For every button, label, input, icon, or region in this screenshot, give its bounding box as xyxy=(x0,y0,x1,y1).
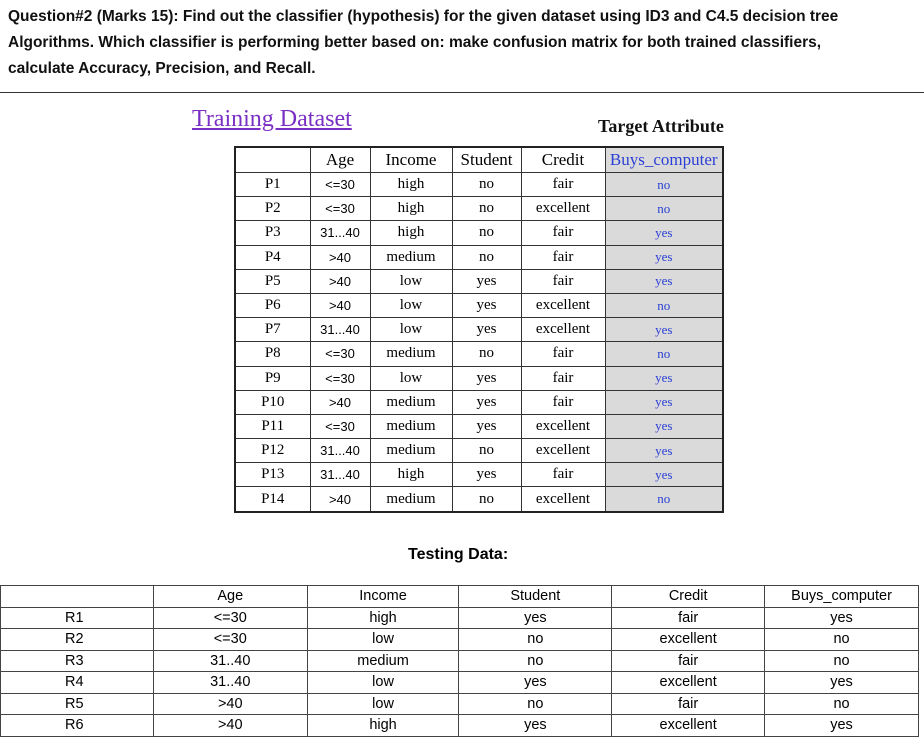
table-cell: medium xyxy=(370,487,452,512)
table-cell: P4 xyxy=(235,245,310,269)
table-cell: P3 xyxy=(235,221,310,245)
table-cell: yes xyxy=(605,245,723,269)
testing-data-title: Testing Data: xyxy=(408,546,509,563)
table-cell: no xyxy=(452,197,521,221)
question-line-3: calculate Accuracy, Precision, and Recall. xyxy=(8,60,316,77)
table-cell: yes xyxy=(765,672,919,694)
table-cell: R2 xyxy=(1,629,154,651)
table-cell: >40 xyxy=(310,293,370,317)
table-cell: high xyxy=(307,715,459,737)
table-cell: <=30 xyxy=(310,366,370,390)
table-cell: yes xyxy=(459,672,612,694)
table-cell: >40 xyxy=(153,715,307,737)
table-cell: fair xyxy=(521,269,605,293)
table-cell: no xyxy=(605,342,723,366)
table-cell: no xyxy=(459,629,612,651)
table-cell: no xyxy=(452,487,521,512)
table-cell: P12 xyxy=(235,439,310,463)
table-cell: P8 xyxy=(235,342,310,366)
table-cell: <=30 xyxy=(310,342,370,366)
table-row xyxy=(235,318,723,342)
training-header-income: Income xyxy=(370,147,452,173)
table-row xyxy=(1,629,919,651)
table-cell: high xyxy=(370,221,452,245)
table-cell: P1 xyxy=(235,173,310,197)
table-cell: <=30 xyxy=(310,173,370,197)
table-cell: medium xyxy=(370,342,452,366)
table-cell: P11 xyxy=(235,414,310,438)
table-cell: yes xyxy=(605,463,723,487)
table-cell: no xyxy=(459,650,612,672)
table-row xyxy=(235,390,723,414)
table-cell: P6 xyxy=(235,293,310,317)
table-cell: yes xyxy=(605,439,723,463)
training-header-buys-computer: Buys_computer xyxy=(605,147,723,173)
table-cell: R6 xyxy=(1,715,154,737)
table-cell: <=30 xyxy=(153,607,307,629)
training-header-age: Age xyxy=(310,147,370,173)
table-cell: low xyxy=(307,693,459,715)
table-row xyxy=(235,221,723,245)
table-cell: 31..40 xyxy=(153,672,307,694)
question-text xyxy=(8,4,908,82)
table-cell: yes xyxy=(459,715,612,737)
table-row xyxy=(235,463,723,487)
table-cell: 31...40 xyxy=(310,439,370,463)
table-cell: medium xyxy=(307,650,459,672)
table-cell: R4 xyxy=(1,672,154,694)
table-row xyxy=(235,197,723,221)
testing-table xyxy=(0,585,919,737)
table-cell: P5 xyxy=(235,269,310,293)
table-cell: >40 xyxy=(153,693,307,715)
table-cell: no xyxy=(605,293,723,317)
table-row xyxy=(1,715,919,737)
table-row xyxy=(235,269,723,293)
table-cell: yes xyxy=(605,414,723,438)
training-header-blank xyxy=(235,147,310,173)
table-cell: low xyxy=(307,672,459,694)
table-cell: 31...40 xyxy=(310,318,370,342)
table-cell: no xyxy=(452,245,521,269)
table-cell: yes xyxy=(605,269,723,293)
table-cell: low xyxy=(370,366,452,390)
table-cell: yes xyxy=(452,463,521,487)
table-cell: P2 xyxy=(235,197,310,221)
testing-body xyxy=(1,607,919,736)
table-cell: yes xyxy=(459,607,612,629)
table-cell: yes xyxy=(765,607,919,629)
table-row xyxy=(235,245,723,269)
table-cell: yes xyxy=(452,366,521,390)
table-cell: fair xyxy=(521,342,605,366)
table-row xyxy=(235,366,723,390)
table-cell: no xyxy=(765,629,919,651)
table-row xyxy=(235,439,723,463)
table-cell: <=30 xyxy=(310,414,370,438)
table-cell: medium xyxy=(370,245,452,269)
table-cell: excellent xyxy=(612,629,765,651)
testing-header-credit: Credit xyxy=(612,586,765,608)
table-cell: 31...40 xyxy=(310,221,370,245)
question-line-1: Question#2 (Marks 15): Find out the classifier (hypothesis) for the given dataset using ID3 and C4.5 decision tree xyxy=(8,8,839,25)
table-cell: >40 xyxy=(310,269,370,293)
table-cell: no xyxy=(452,439,521,463)
table-cell: high xyxy=(370,463,452,487)
table-cell: fair xyxy=(521,463,605,487)
table-cell: P9 xyxy=(235,366,310,390)
table-cell: no xyxy=(605,487,723,512)
testing-header-buys-computer: Buys_computer xyxy=(765,586,919,608)
table-row xyxy=(1,693,919,715)
table-cell: medium xyxy=(370,414,452,438)
table-cell: no xyxy=(605,197,723,221)
table-row xyxy=(1,650,919,672)
table-cell: >40 xyxy=(310,245,370,269)
table-cell: 31...40 xyxy=(310,463,370,487)
table-cell: R1 xyxy=(1,607,154,629)
table-cell: >40 xyxy=(310,390,370,414)
table-cell: excellent xyxy=(612,672,765,694)
table-cell: medium xyxy=(370,390,452,414)
table-cell: no xyxy=(452,342,521,366)
table-cell: R3 xyxy=(1,650,154,672)
table-cell: fair xyxy=(521,390,605,414)
table-cell: fair xyxy=(521,221,605,245)
table-cell: no xyxy=(765,650,919,672)
table-cell: fair xyxy=(612,607,765,629)
table-cell: no xyxy=(452,173,521,197)
table-cell: yes xyxy=(452,318,521,342)
table-cell: yes xyxy=(605,221,723,245)
table-cell: low xyxy=(307,629,459,651)
table-cell: low xyxy=(370,318,452,342)
table-cell: yes xyxy=(605,366,723,390)
table-cell: low xyxy=(370,269,452,293)
testing-header-income: Income xyxy=(307,586,459,608)
training-table xyxy=(234,146,724,513)
table-cell: >40 xyxy=(310,487,370,512)
table-cell: excellent xyxy=(521,197,605,221)
table-cell: excellent xyxy=(612,715,765,737)
testing-header-blank xyxy=(1,586,154,608)
table-cell: P13 xyxy=(235,463,310,487)
table-cell: no xyxy=(765,693,919,715)
table-cell: medium xyxy=(370,439,452,463)
table-row xyxy=(235,293,723,317)
testing-header-student: Student xyxy=(459,586,612,608)
training-body xyxy=(235,173,723,512)
table-cell: P14 xyxy=(235,487,310,512)
table-cell: yes xyxy=(452,390,521,414)
table-cell: excellent xyxy=(521,318,605,342)
table-cell: fair xyxy=(521,366,605,390)
table-cell: excellent xyxy=(521,439,605,463)
table-cell: high xyxy=(307,607,459,629)
table-cell: P7 xyxy=(235,318,310,342)
table-cell: yes xyxy=(605,318,723,342)
table-cell: <=30 xyxy=(153,629,307,651)
table-cell: excellent xyxy=(521,293,605,317)
table-cell: high xyxy=(370,197,452,221)
table-row xyxy=(235,414,723,438)
table-cell: <=30 xyxy=(310,197,370,221)
table-cell: R5 xyxy=(1,693,154,715)
question-line-2: Algorithms. Which classifier is performing better based on: make confusion matrix for both trained classifiers, xyxy=(8,34,822,51)
table-cell: fair xyxy=(521,245,605,269)
training-header-row xyxy=(235,147,723,173)
testing-header-row xyxy=(1,586,919,608)
table-cell: yes xyxy=(605,390,723,414)
table-cell: yes xyxy=(452,293,521,317)
table-cell: excellent xyxy=(521,487,605,512)
target-attribute-label: Target Attribute xyxy=(598,116,724,136)
table-cell: fair xyxy=(612,650,765,672)
training-header-student: Student xyxy=(452,147,521,173)
table-cell: excellent xyxy=(521,414,605,438)
table-cell: fair xyxy=(612,693,765,715)
table-cell: no xyxy=(459,693,612,715)
table-row xyxy=(235,487,723,512)
table-cell: low xyxy=(370,293,452,317)
table-cell: no xyxy=(452,221,521,245)
table-cell: no xyxy=(605,173,723,197)
table-row xyxy=(235,342,723,366)
table-cell: 31..40 xyxy=(153,650,307,672)
training-header-credit: Credit xyxy=(521,147,605,173)
table-cell: yes xyxy=(452,414,521,438)
table-cell: P10 xyxy=(235,390,310,414)
table-cell: fair xyxy=(521,173,605,197)
table-row xyxy=(1,607,919,629)
table-row xyxy=(1,672,919,694)
table-row xyxy=(235,173,723,197)
table-cell: yes xyxy=(452,269,521,293)
table-cell: high xyxy=(370,173,452,197)
table-cell: yes xyxy=(765,715,919,737)
training-dataset-title: Training Dataset xyxy=(192,106,352,132)
testing-header-age: Age xyxy=(153,586,307,608)
divider xyxy=(0,92,924,93)
